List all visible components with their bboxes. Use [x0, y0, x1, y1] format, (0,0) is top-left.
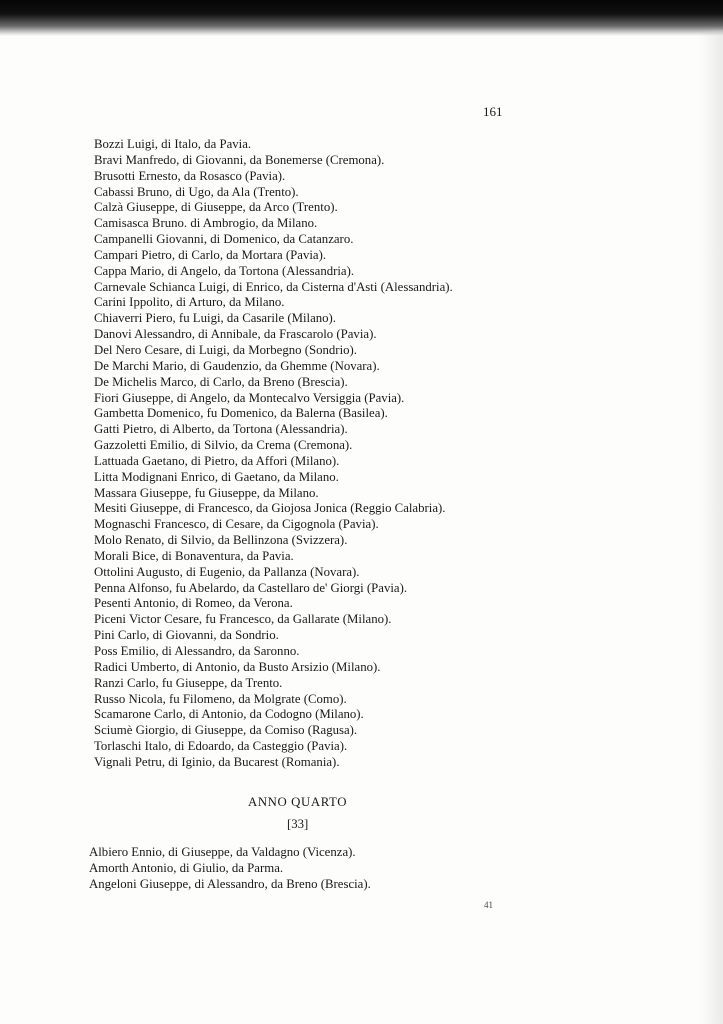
list-item: Sciumè Giorgio, di Giuseppe, da Comiso (Ragusa). — [94, 723, 358, 738]
list-item: Bravi Manfredo, di Giovanni, da Bonemerse (Cremona). — [94, 152, 385, 167]
list-item: De Marchi Mario, di Gaudenzio, da Ghemme (Novara). — [94, 358, 380, 373]
list-item: Vignali Petru, di Iginio, da Bucarest (Romania). — [94, 754, 340, 769]
list-item: De Michelis Marco, di Carlo, da Breno (Brescia). — [94, 374, 348, 389]
section-heading: ANNO QUARTO — [248, 795, 348, 809]
list-item: Carnevale Schianca Luigi, di Enrico, da Cisterna d'Asti (Alessandria). — [94, 279, 453, 294]
printer-signature-mark: 41 — [484, 900, 493, 910]
list-item: Molo Renato, di Silvio, da Bellinzona (Svizzera). — [94, 533, 348, 548]
student-list-year-three — [94, 137, 453, 771]
list-item: Penna Alfonso, fu Abelardo, da Castellaro de' Giorgi (Pavia). — [94, 580, 408, 595]
scan-right-edge — [699, 30, 723, 1024]
list-item: Carini Ippolito, di Arturo, da Milano. — [94, 295, 285, 310]
list-item: Radici Umberto, di Antonio, da Busto Arsizio (Milano). — [94, 659, 381, 674]
list-item: Del Nero Cesare, di Luigi, da Morbegno (Sondrio). — [94, 342, 357, 357]
list-item: Mesiti Giuseppe, di Francesco, da Giojosa Jonica (Reggio Calabria). — [94, 501, 446, 516]
list-item: Gazzoletti Emilio, di Silvio, da Crema (Cremona). — [94, 438, 353, 453]
list-item: Ranzi Carlo, fu Giuseppe, da Trento. — [94, 675, 283, 690]
list-item: Morali Bice, di Bonaventura, da Pavia. — [94, 548, 294, 563]
list-item: Calzà Giuseppe, di Giuseppe, da Arco (Trento). — [94, 200, 338, 215]
list-item: Amorth Antonio, di Giulio, da Parma. — [89, 860, 284, 875]
list-item: Russo Nicola, fu Filomeno, da Molgrate (Como). — [94, 691, 347, 706]
list-item: Pini Carlo, di Giovanni, da Sondrio. — [94, 628, 279, 643]
list-item: Angeloni Giuseppe, di Alessandro, da Breno (Brescia). — [89, 876, 371, 891]
list-item: Gatti Pietro, di Alberto, da Tortona (Alessandria). — [94, 422, 348, 437]
list-item: Cabassi Bruno, di Ugo, da Ala (Trento). — [94, 184, 299, 199]
list-item: Campari Pietro, di Carlo, da Mortara (Pavia). — [94, 247, 327, 262]
page-number: 161 — [483, 104, 503, 119]
list-item: Albiero Ennio, di Giuseppe, da Valdagno (Vicenza). — [89, 845, 356, 859]
list-item: Chiaverri Piero, fu Luigi, da Casarile (Milano). — [94, 311, 337, 326]
list-item: Torlaschi Italo, di Edoardo, da Casteggio (Pavia). — [94, 739, 348, 754]
list-item: Massara Giuseppe, fu Giuseppe, da Milano. — [94, 485, 319, 500]
list-item: Cappa Mario, di Angelo, da Tortona (Alessandria). — [94, 263, 355, 278]
list-item: Campanelli Giovanni, di Domenico, da Catanzaro. — [94, 232, 354, 247]
list-item: Lattuada Gaetano, di Pietro, da Affori (Milano). — [94, 453, 340, 468]
student-list-year-four — [89, 845, 371, 893]
list-item: Gambetta Domenico, fu Domenico, da Balerna (Basilea). — [94, 406, 388, 421]
list-item: Danovi Alessandro, di Annibale, da Frascarolo (Pavia). — [94, 327, 377, 342]
list-item: Camisasca Bruno. di Ambrogio, da Milano. — [94, 216, 318, 231]
list-item: Litta Modignani Enrico, di Gaetano, da Milano. — [94, 469, 339, 484]
list-item: Scamarone Carlo, di Antonio, da Codogno (Milano). — [94, 707, 364, 722]
list-item: Bozzi Luigi, di Italo, da Pavia. — [94, 137, 252, 151]
scan-top-edge — [0, 0, 723, 36]
list-item: Mognaschi Francesco, di Cesare, da Cigognola (Pavia). — [94, 517, 379, 532]
list-item: Ottolini Augusto, di Eugenio, da Pallanza (Novara). — [94, 564, 360, 579]
list-item: Pesenti Antonio, di Romeo, da Verona. — [94, 596, 293, 611]
list-item: Brusotti Ernesto, da Rosasco (Pavia). — [94, 168, 286, 183]
list-item: Piceni Victor Cesare, fu Francesco, da Gallarate (Milano). — [94, 612, 392, 627]
list-item: Poss Emilio, di Alessandro, da Saronno. — [94, 644, 300, 658]
section-number: [33] — [287, 817, 309, 831]
list-item: Fiori Giuseppe, di Angelo, da Montecalvo Versiggia (Pavia). — [94, 390, 405, 405]
